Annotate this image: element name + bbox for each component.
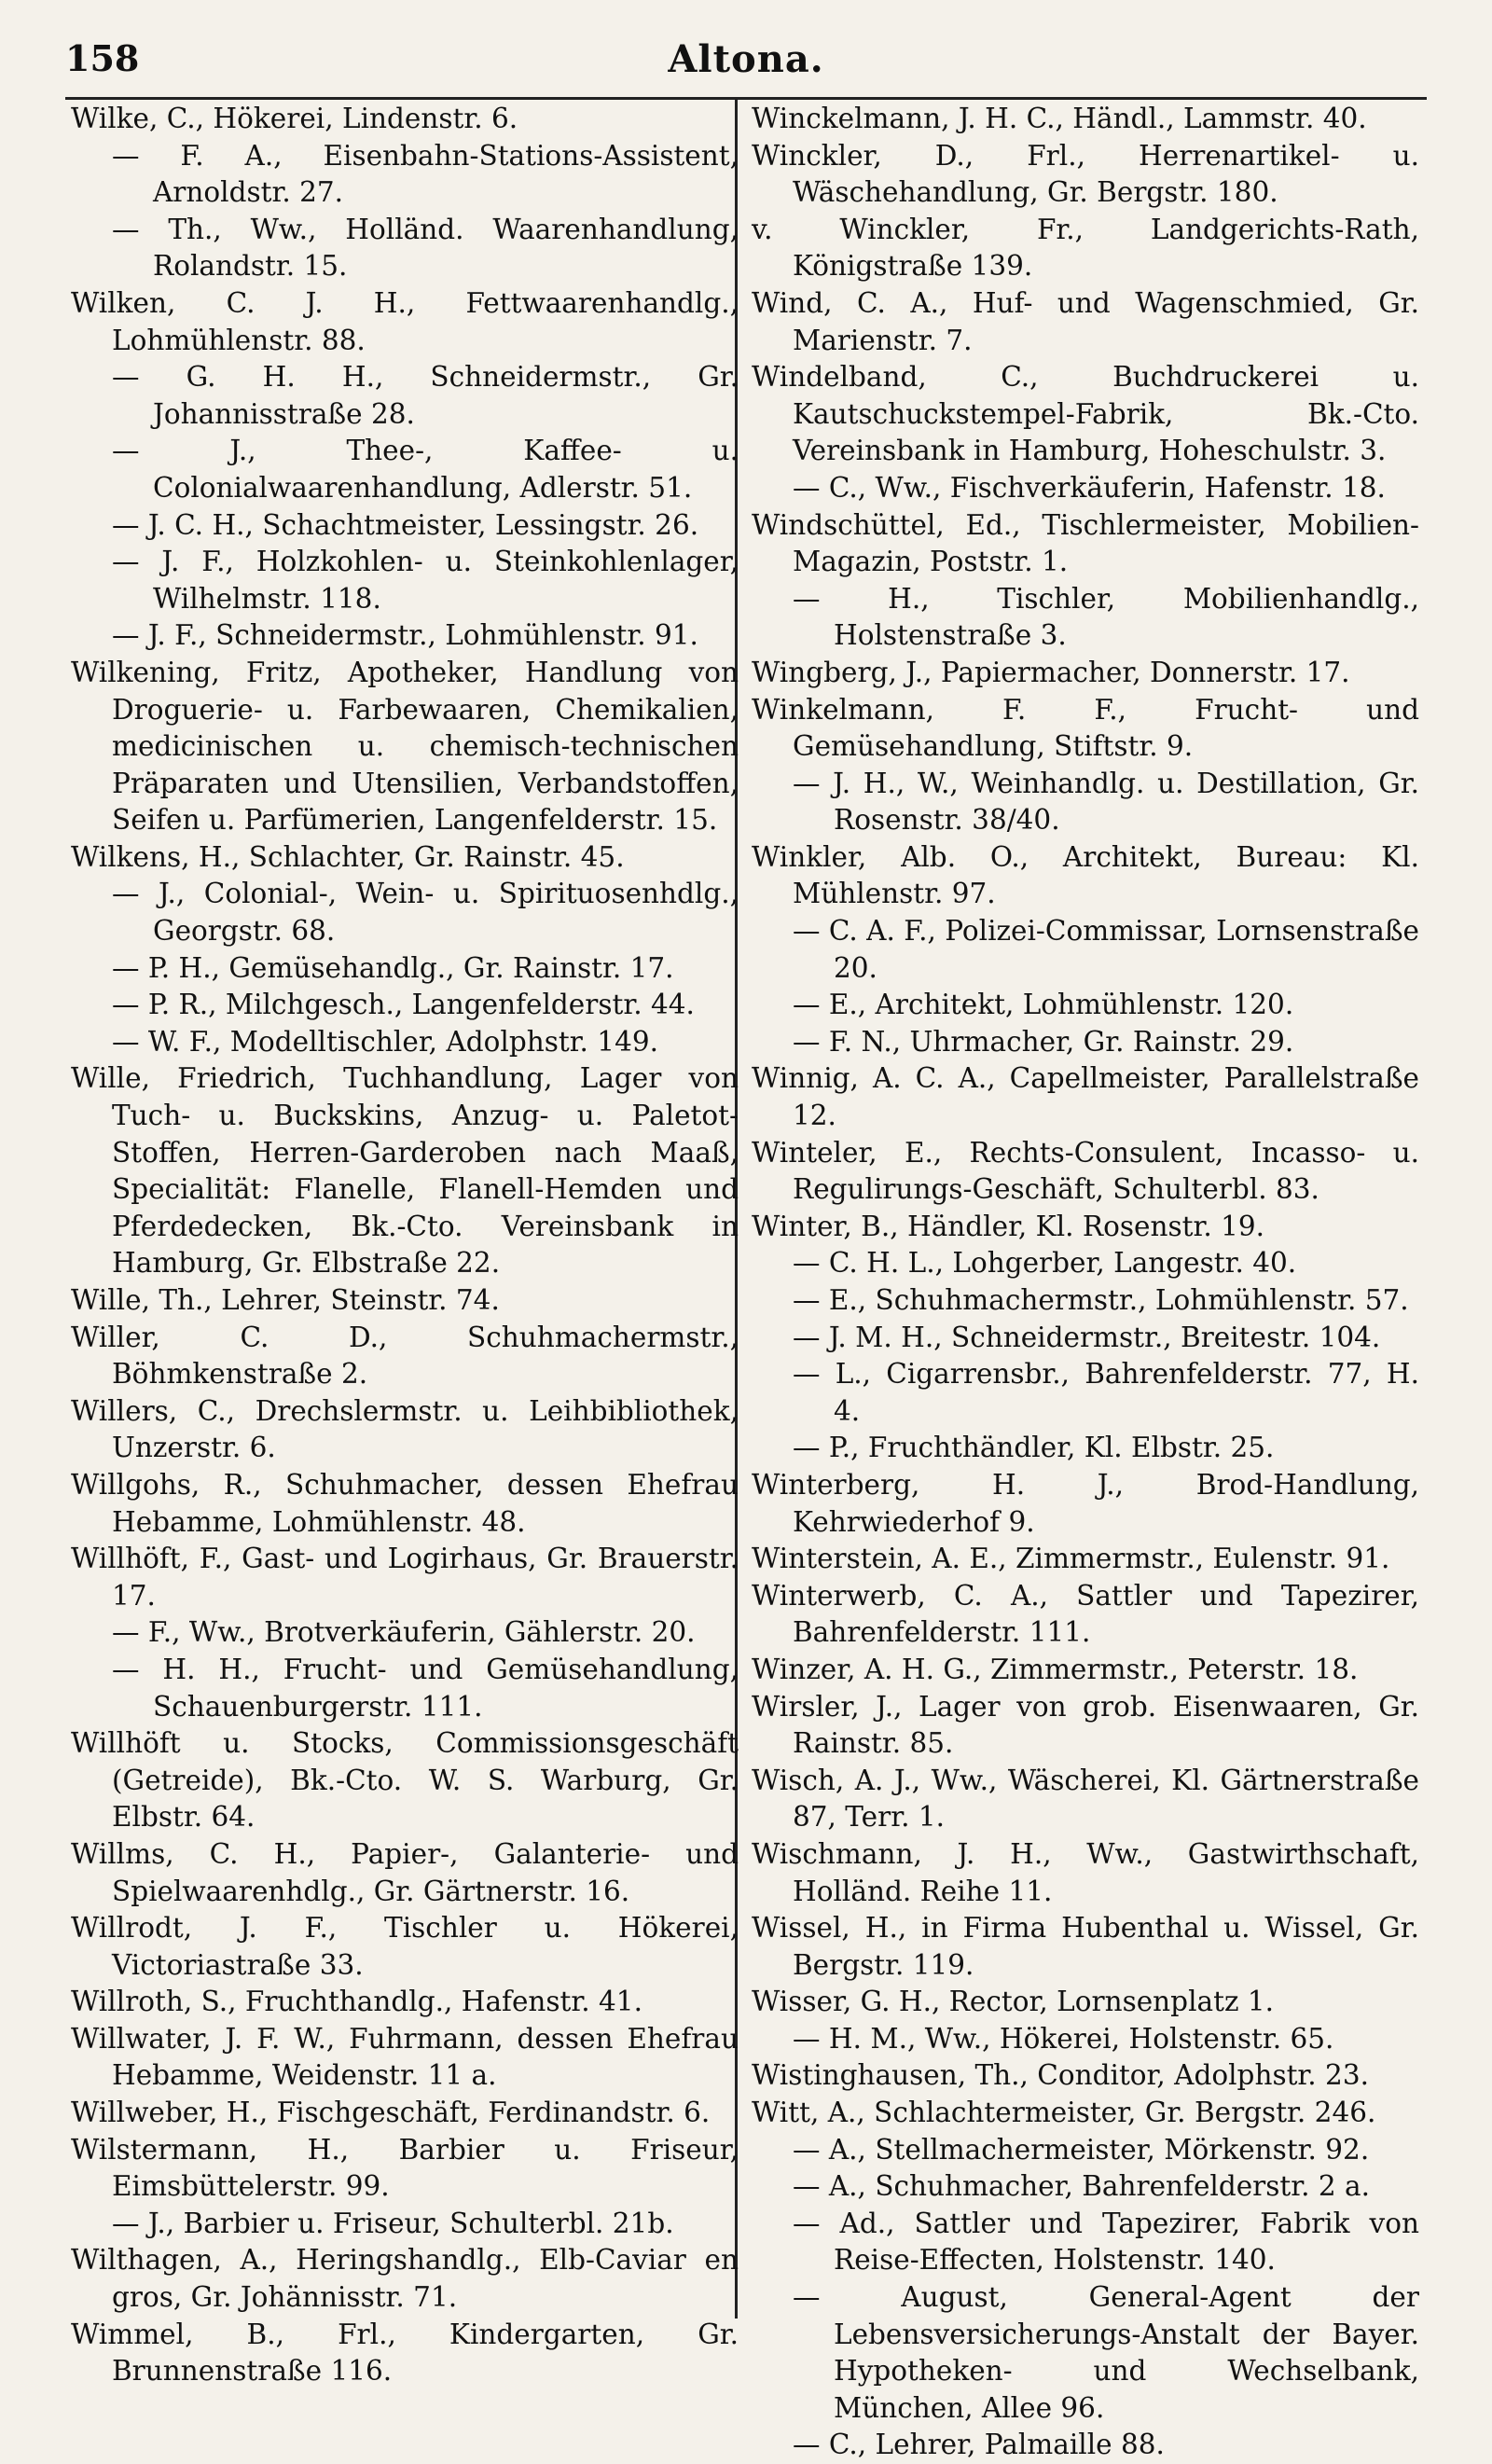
directory-entry: Willers, C., Drechslermstr. u. Leihbibliothek, Unzerstr. 6.: [71, 1394, 739, 1464]
directory-sub-entry: — Ad., Sattler und Tapezirer, Fabrik von Reise-Effecten, Holstenstr. 140.: [793, 2207, 1419, 2277]
directory-entry: Winterstein, A. E., Zimmermstr., Eulenstr. 91.: [752, 1543, 1390, 1575]
directory-entry: Willgohs, R., Schuhmacher, dessen Ehefrau Hebamme, Lohmühlenstr. 48.: [71, 1468, 739, 1538]
directory-entry: Willhöft, F., Gast- und Logirhaus, Gr. Brauerstr. 17.: [71, 1543, 739, 1612]
directory-entry: Winckler, D., Frl., Herrenartikel- u. Wäschehandlung, Gr. Bergstr. 180.: [752, 139, 1419, 209]
page-number: 158: [65, 37, 140, 79]
directory-sub-entry: — August, General-Agent der Lebensversicherungs-Anstalt der Bayer. Hypotheken- und Wechselbank, München, Allee 96.: [793, 2281, 1419, 2424]
directory-entry: Wilkens, H., Schlachter, Gr. Rainstr. 45.: [71, 840, 625, 873]
left-column: [71, 101, 739, 2390]
directory-entry: Wille, Th., Lehrer, Steinstr. 74.: [71, 1284, 500, 1316]
directory-entry: Winckelmann, J. H. C., Händl., Lammstr. 40.: [752, 103, 1367, 134]
directory-entry: Willms, C. H., Papier-, Galanterie- und Spielwaarenhdlg., Gr. Gärtnerstr. 16.: [71, 1837, 739, 1907]
header-rule: [65, 97, 1427, 100]
directory-entry: Winter, B., Händler, Kl. Rosenstr. 19.: [752, 1210, 1264, 1242]
directory-entry: Wilkening, Fritz, Apotheker, Handlung von Droguerie- u. Farbewaaren, Chemikalien, medicinischen u. chemisch-technischen Präparaten und Utensilien, Verbandstoffen, Seifen u. Parfümerien, Langenfelderstr. 15.: [71, 656, 739, 837]
directory-sub-entry: — A., Schuhmacher, Bahrenfelderstr. 2 a.: [793, 2170, 1370, 2203]
directory-sub-entry: — J. M. H., Schneidermstr., Breitestr. 104.: [793, 1321, 1381, 1353]
directory-sub-entry: — H., Tischler, Mobilienhandlg., Holstenstraße 3.: [793, 582, 1419, 652]
directory-entry: Willer, C. D., Schuhmachermstr., Böhmkenstraße 2.: [71, 1321, 739, 1391]
directory-sub-entry: — J., Barbier u. Friseur, Schulterbl. 21b.: [112, 2207, 674, 2239]
directory-entry: Wind, C. A., Huf- und Wagenschmied, Gr. Marienstr. 7.: [752, 286, 1419, 356]
directory-sub-entry: — L., Cigarrensbr., Bahrenfelderstr. 77, H. 4.: [793, 1358, 1419, 1427]
directory-entry: Windschüttel, Ed., Tischlermeister, Mobilien-Magazin, Poststr. 1.: [752, 508, 1419, 578]
directory-entry: Willwater, J. F. W., Fuhrmann, dessen Ehefrau Hebamme, Weidenstr. 11 a.: [71, 2022, 739, 2092]
directory-sub-entry: — C. H. L., Lohgerber, Langestr. 40.: [793, 1247, 1297, 1280]
directory-sub-entry: — G. H. H., Schneidermstr., Gr. Johannisstraße 28.: [112, 361, 739, 430]
directory-entry: Wingberg, J., Papiermacher, Donnerstr. 17.: [752, 656, 1350, 688]
directory-entry: v. Winckler, Fr., Landgerichts-Rath, Königstraße 139.: [752, 213, 1419, 283]
directory-sub-entry: — A., Stellmachermeister, Mörkenstr. 92.: [793, 2133, 1370, 2166]
directory-sub-entry: — W. F., Modelltischler, Adolphstr. 149.: [112, 1025, 658, 1058]
directory-entry: Wischmann, J. H., Ww., Gastwirthschaft, Holländ. Reihe 11.: [752, 1837, 1419, 1907]
directory-sub-entry: — J., Colonial-, Wein- u. Spirituosenhdlg., Georgstr. 68.: [112, 878, 739, 948]
directory-entry: Wirsler, J., Lager von grob. Eisenwaaren, Gr. Rainstr. 85.: [752, 1690, 1419, 1760]
directory-entry: Willhöft u. Stocks, Commissionsgeschäft (Getreide), Bk.-Cto. W. S. Warburg, Gr. Elbstr. 64.: [71, 1727, 739, 1834]
directory-entry: Wisch, A. J., Ww., Wäscherei, Kl. Gärtnerstraße 87, Terr. 1.: [752, 1764, 1419, 1834]
directory-sub-entry: — J. H., W., Weinhandlg. u. Destillation, Gr. Rosenstr. 38/40.: [793, 767, 1419, 837]
directory-entry: Willroth, S., Fruchthandlg., Hafenstr. 41.: [71, 1986, 642, 2018]
directory-sub-entry: — F. N., Uhrmacher, Gr. Rainstr. 29.: [793, 1025, 1294, 1058]
directory-entry: Wimmel, B., Frl., Kindergarten, Gr. Brunnenstraße 116.: [71, 2318, 739, 2388]
directory-entry: Wilke, C., Hökerei, Lindenstr. 6.: [71, 103, 518, 134]
directory-entry: Wistinghausen, Th., Conditor, Adolphstr. 23.: [752, 2059, 1369, 2092]
directory-entry: Windelband, C., Buchdruckerei u. Kautschuckstempel-Fabrik, Bk.-Cto. Vereinsbank in Hamburg, Hoheschulstr. 3.: [752, 361, 1419, 467]
directory-sub-entry: — F. A., Eisenbahn-Stations-Assistent, Arnoldstr. 27.: [112, 139, 739, 209]
directory-entry: Winterberg, H. J., Brod-Handlung, Kehrwiederhof 9.: [752, 1468, 1419, 1538]
directory-sub-entry: — J. F., Holzkohlen- u. Steinkohlenlager, Wilhelmstr. 118.: [112, 546, 739, 615]
directory-sub-entry: — J., Thee-, Kaffee- u. Colonialwaarenhandlung, Adlerstr. 51.: [112, 435, 739, 504]
directory-entry: Willrodt, J. F., Tischler u. Hökerei, Victoriastraße 33.: [71, 1912, 739, 1981]
directory-entry: Winnig, A. C. A., Capellmeister, Parallelstraße 12.: [752, 1062, 1419, 1132]
directory-sub-entry: — Th., Ww., Holländ. Waarenhandlung, Rolandstr. 15.: [112, 213, 739, 283]
directory-entry: Wisser, G. H., Rector, Lornsenplatz 1.: [752, 1986, 1275, 2018]
directory-entry: Witt, A., Schlachtermeister, Gr. Bergstr. 246.: [752, 2097, 1376, 2129]
directory-entry: Willweber, H., Fischgeschäft, Ferdinandstr. 6.: [71, 2097, 711, 2129]
directory-sub-entry: — F., Ww., Brotverkäuferin, Gählerstr. 20.: [112, 1616, 696, 1649]
directory-sub-entry: — C. A. F., Polizei-Commissar, Lornsenstraße 20.: [793, 915, 1419, 984]
directory-entry: Winkelmann, F. F., Frucht- und Gemüsehandlung, Stiftstr. 9.: [752, 693, 1419, 763]
directory-sub-entry: — E., Architekt, Lohmühlenstr. 120.: [793, 989, 1294, 1021]
directory-entry: Wilthagen, A., Heringshandlg., Elb-Caviar en gros, Gr. Johännisstr. 71.: [71, 2244, 739, 2314]
directory-sub-entry: — E., Schuhmachermstr., Lohmühlenstr. 57.: [793, 1284, 1409, 1316]
directory-sub-entry: — J. F., Schneidermstr., Lohmühlenstr. 91.: [112, 619, 698, 652]
directory-sub-entry: — P. H., Gemüsehandlg., Gr. Rainstr. 17.: [112, 951, 674, 984]
directory-entry: Winzer, A. H. G., Zimmermstr., Peterstr. 18.: [752, 1653, 1359, 1685]
directory-sub-entry: — H. M., Ww., Hökerei, Holstenstr. 65.: [793, 2022, 1334, 2055]
directory-sub-entry: — C., Lehrer, Palmaille 88.: [793, 2429, 1165, 2461]
running-head-title: Altona.: [668, 37, 824, 81]
directory-sub-entry: — C., Ww., Fischverkäuferin, Hafenstr. 18.: [793, 471, 1386, 504]
directory-entry: Wilken, C. J. H., Fettwaarenhandlg., Lohmühlenstr. 88.: [71, 286, 739, 356]
directory-entry: Wille, Friedrich, Tuchhandlung, Lager von Tuch- u. Buckskins, Anzug- u. Paletot-Stoffen, Herren-Garderoben nach Maaß, Specialität: Flanelle, Flanell-Hemden und Pferdedecken, Bk.-Cto. Vereinsbank in Hamburg, Gr. Elbstraße 22.: [71, 1062, 739, 1280]
directory-sub-entry: — J. C. H., Schachtmeister, Lessingstr. 26.: [112, 508, 699, 541]
directory-entry: Wilstermann, H., Barbier u. Friseur, Eimsbüttelerstr. 99.: [71, 2133, 739, 2203]
directory-sub-entry: — P., Fruchthändler, Kl. Elbstr. 25.: [793, 1432, 1275, 1464]
directory-sub-entry: — H. H., Frucht- und Gemüsehandlung, Schauenburgerstr. 111.: [112, 1653, 739, 1723]
directory-entry: Winteler, E., Rechts-Consulent, Incasso- u. Regulirungs-Geschäft, Schulterbl. 83.: [752, 1136, 1419, 1206]
directory-sub-entry: — P. R., Milchgesch., Langenfelderstr. 44.: [112, 989, 695, 1021]
directory-entry: Winterwerb, C. A., Sattler und Tapezirer, Bahrenfelderstr. 111.: [752, 1579, 1419, 1649]
directory-entry: Winkler, Alb. O., Architekt, Bureau: Kl. Mühlenstr. 97.: [752, 840, 1419, 910]
directory-entry: Wissel, H., in Firma Hubenthal u. Wissel, Gr. Bergstr. 119.: [752, 1912, 1419, 1981]
page-header: [65, 37, 1427, 93]
right-column: [752, 101, 1419, 2464]
